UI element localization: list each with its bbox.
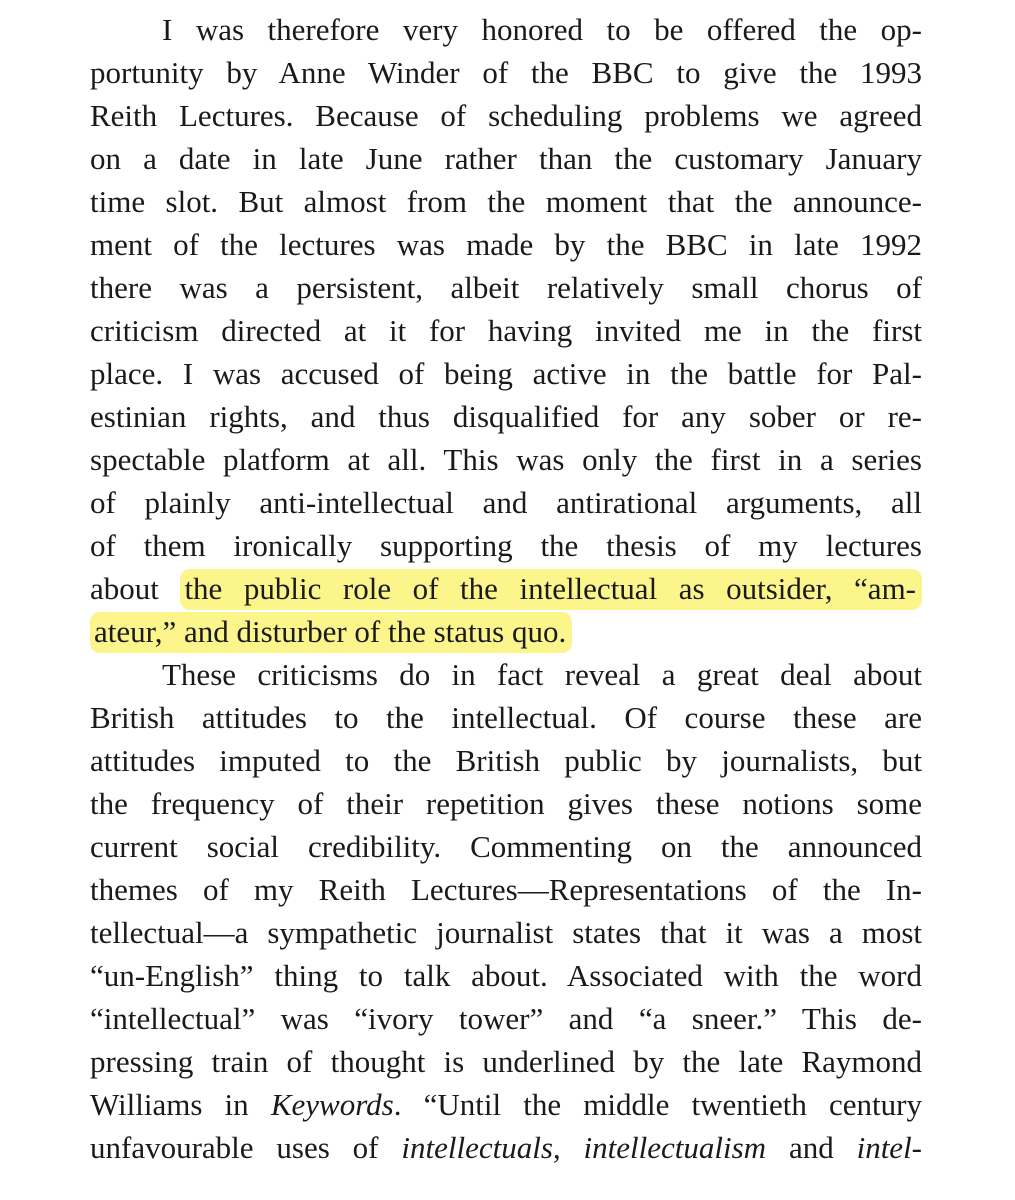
italic-term: intellectuals, intellectualism [401,1130,767,1165]
text-line: pressing train of thought is underlined by the late Raymond [90,1044,922,1079]
italic-term: intel- [856,1130,922,1165]
text-line: attitudes imputed to the British public by journalists, but [90,743,922,778]
highlighted-text: ateur,” and disturber of the status quo. [90,612,572,653]
text-line: on a date in late June rather than the customary January [90,141,922,176]
text-line: spectable platform at all. This was only the first in a series [90,442,922,477]
text-run: and [766,1130,857,1165]
text-line: the frequency of their repetition gives these notions some [90,786,922,821]
text-line: of plainly anti-intellectual and antirational arguments, all [90,485,922,520]
text-line: British attitudes to the intellectual. Of course these are [90,700,922,735]
text-line: portunity by Anne Winder of the BBC to give the 1993 [90,55,922,90]
text-line: of them ironically supporting the thesis of my lectures [90,528,922,563]
text-line-highlighted [90,610,922,653]
line-prefix: about [90,571,181,606]
text-line: criticism directed at it for having invited me in the first [90,313,922,348]
text-line: “un-English” thing to talk about. Associated with the word [90,958,922,993]
text-line: I was therefore very honored to be offered the op- [162,12,922,47]
text-line-highlighted [90,567,922,610]
text-line [90,1126,922,1169]
text-line: ment of the lectures was made by the BBC in late 1992 [90,227,922,262]
book-title-italic: Keywords [270,1087,394,1122]
text-line: estinian rights, and thus disqualified for any sober or re- [90,399,922,434]
text-line: Reith Lectures. Because of scheduling problems we agreed [90,98,922,133]
highlighted-text: the public role of the intellectual as outsider, “am- [180,569,922,610]
text-line [90,1083,922,1126]
text-line: there was a persistent, albeit relatively small chorus of [90,270,922,305]
text-line: current social credibility. Commenting on the announced [90,829,922,864]
text-run: unfavourable uses of [90,1130,402,1165]
text-line: themes of my Reith Lectures—Representations of the In- [90,872,922,907]
text-run: . “Until the middle twentieth century [393,1087,922,1122]
text-line: place. I was accused of being active in the battle for Pal- [90,356,922,391]
text-line: “intellectual” was “ivory tower” and “a sneer.” This de- [90,1001,922,1036]
text-run: Williams in [90,1087,271,1122]
text-line: time slot. But almost from the moment that the announce- [90,184,922,219]
text-line: These criticisms do in fact reveal a great deal about [162,657,922,692]
text-line: tellectual—a sympathetic journalist states that it was a most [90,915,922,950]
